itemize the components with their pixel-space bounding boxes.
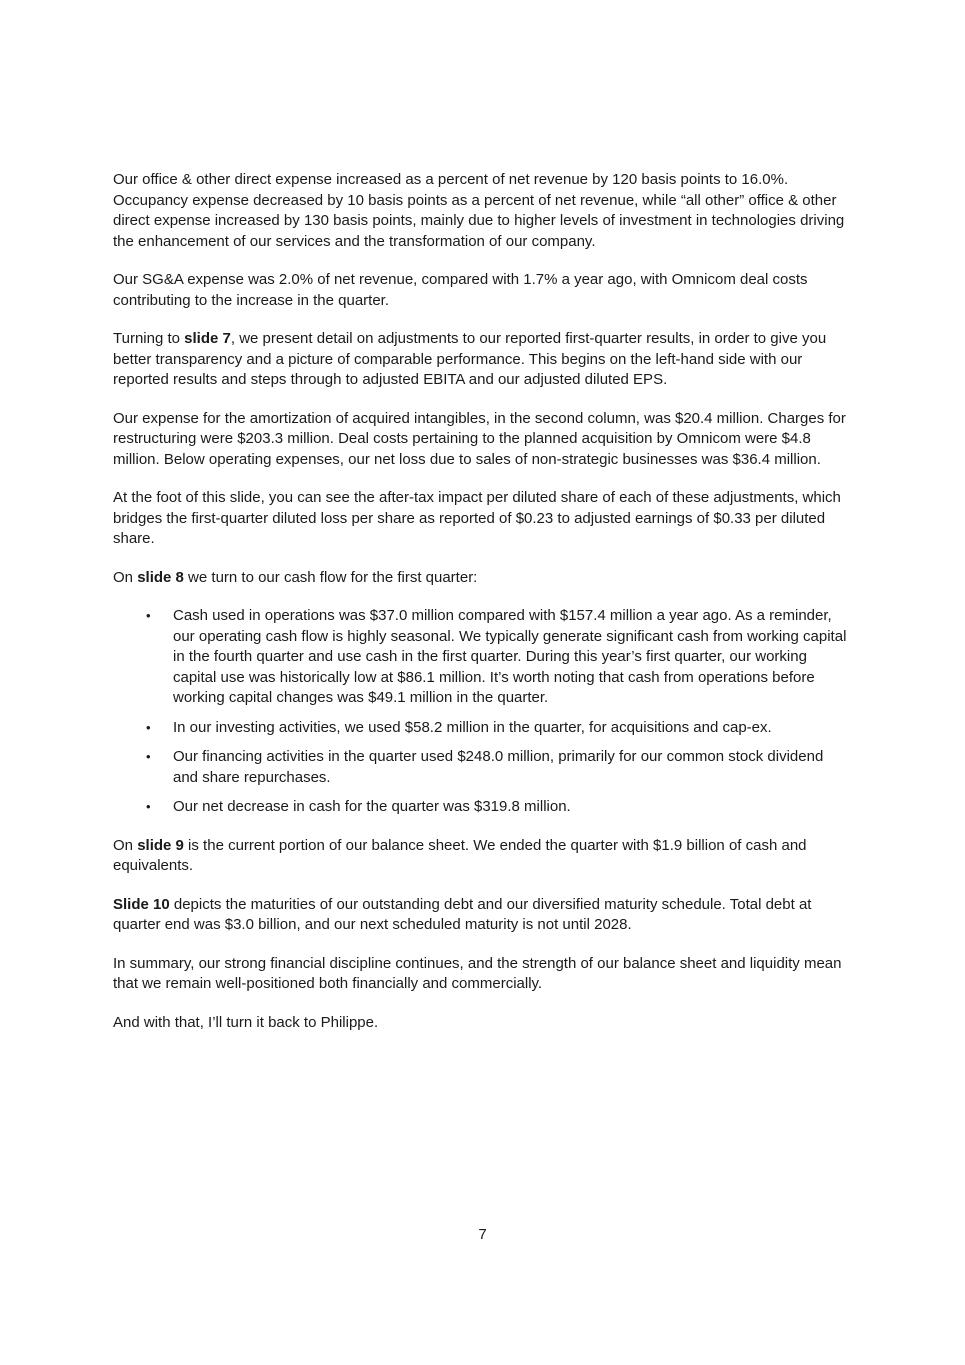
bullet-icon: •: [146, 749, 151, 764]
paragraph-slide7-post: , we present detail on adjustments to our reported first-quarter results, in order to give you better transparency and a picture of comparable performance. This begins on the left-hand side with our reported results and steps through to adjusted EBITA and our adjusted diluted EPS.: [113, 330, 827, 388]
paragraph-summary: In summary, our strong financial discipline continues, and the strength of our balance sheet and liquidity mean that we remain well-positioned both financially and commercially.: [113, 954, 842, 992]
paragraph-slide8-pre: On: [113, 568, 138, 586]
paragraph-slide8-post: we turn to our cash flow for the first quarter:: [183, 568, 478, 586]
paragraph-slide9-bold: slide 9: [137, 836, 184, 854]
paragraph-slide10-bold: Slide 10: [113, 895, 170, 913]
paragraph-slide7-pre: Turning to: [113, 330, 185, 347]
list-item: [146, 606, 851, 709]
bullet-icon: •: [146, 799, 151, 814]
paragraph-office-expense: Our office & other direct expense increased as a percent of net revenue by 120 basis points to 16.0%. Occupancy expense decreased by 10 basis points as a percent of net revenue, while “all other” office & other direct expense increased by 130 basis points, mainly due to higher levels of investment in technologies driving the enhancement of our services and the transformation of our company.: [113, 171, 845, 250]
paragraph-slide8-bold: slide 8: [137, 568, 184, 586]
paragraph-closing: And with that, I’ll turn it back to Philippe.: [113, 1013, 379, 1031]
paragraph-slide8-intro: [113, 568, 851, 589]
bullet-financing-text: Our financing activities in the quarter used $248.0 million, primarily for our common stock dividend and share repurchases.: [173, 748, 824, 786]
cash-flow-bullet-list: [113, 606, 851, 818]
paragraph-slide9-pre: On: [113, 836, 138, 854]
bullet-investing-text: In our investing activities, we used $58.2 million in the quarter, for acquisitions and cap-ex.: [173, 718, 772, 736]
paragraph-slide10: [113, 895, 851, 936]
bullet-icon: •: [146, 608, 151, 623]
paragraph-slide9-post: is the current portion of our balance sheet. We ended the quarter with $1.9 billion of cash and equivalents.: [113, 836, 807, 874]
page-number: 7: [478, 1226, 487, 1243]
bullet-operations-text: Cash used in operations was $37.0 million compared with $157.4 million a year ago. As a reminder, our operating cash flow is highly seasonal. We typically generate significant cash from working capital in the fourth quarter and use cash in the first quarter. During this year’s first quarter, our working capital use was historically low at $86.1 million. It’s worth noting that cash from operations before working capital changes was $49.1 million in the quarter.: [173, 607, 847, 706]
bullet-net-decrease-text: Our net decrease in cash for the quarter was $319.8 million.: [173, 798, 571, 815]
paragraph-slide9: [113, 836, 851, 877]
bullet-icon: •: [146, 719, 151, 735]
list-item: [146, 718, 851, 739]
paragraph-slide10-post: depicts the maturities of our outstanding debt and our diversified maturity schedule. Total debt at quarter end was $3.0 billion, and our next scheduled maturity is not until 2028.: [113, 895, 812, 933]
paragraph-after-tax: At the foot of this slide, you can see the after-tax impact per diluted share of each of these adjustments, which bridges the first-quarter diluted loss per share as reported of $0.23 to adjusted earnings of $0.33 per diluted share.: [113, 489, 841, 547]
document-body: [113, 170, 851, 1051]
list-item: [146, 747, 851, 788]
list-item: [146, 797, 851, 818]
paragraph-amortization: Our expense for the amortization of acquired intangibles, in the second column, was $20.4 million. Charges for restructuring were $203.3 million. Deal costs pertaining to the planned acquisition by Omnicom were $4.8 million. Below operating expenses, our net loss due to sales of non-strategic businesses was $36.4 million.: [113, 409, 846, 468]
paragraph-slide7: [113, 329, 851, 391]
paragraph-sga-expense: Our SG&A expense was 2.0% of net revenue, compared with 1.7% a year ago, with Omnicom deal costs contributing to the increase in the quarter.: [113, 271, 808, 309]
paragraph-slide7-bold: slide 7: [184, 330, 231, 347]
